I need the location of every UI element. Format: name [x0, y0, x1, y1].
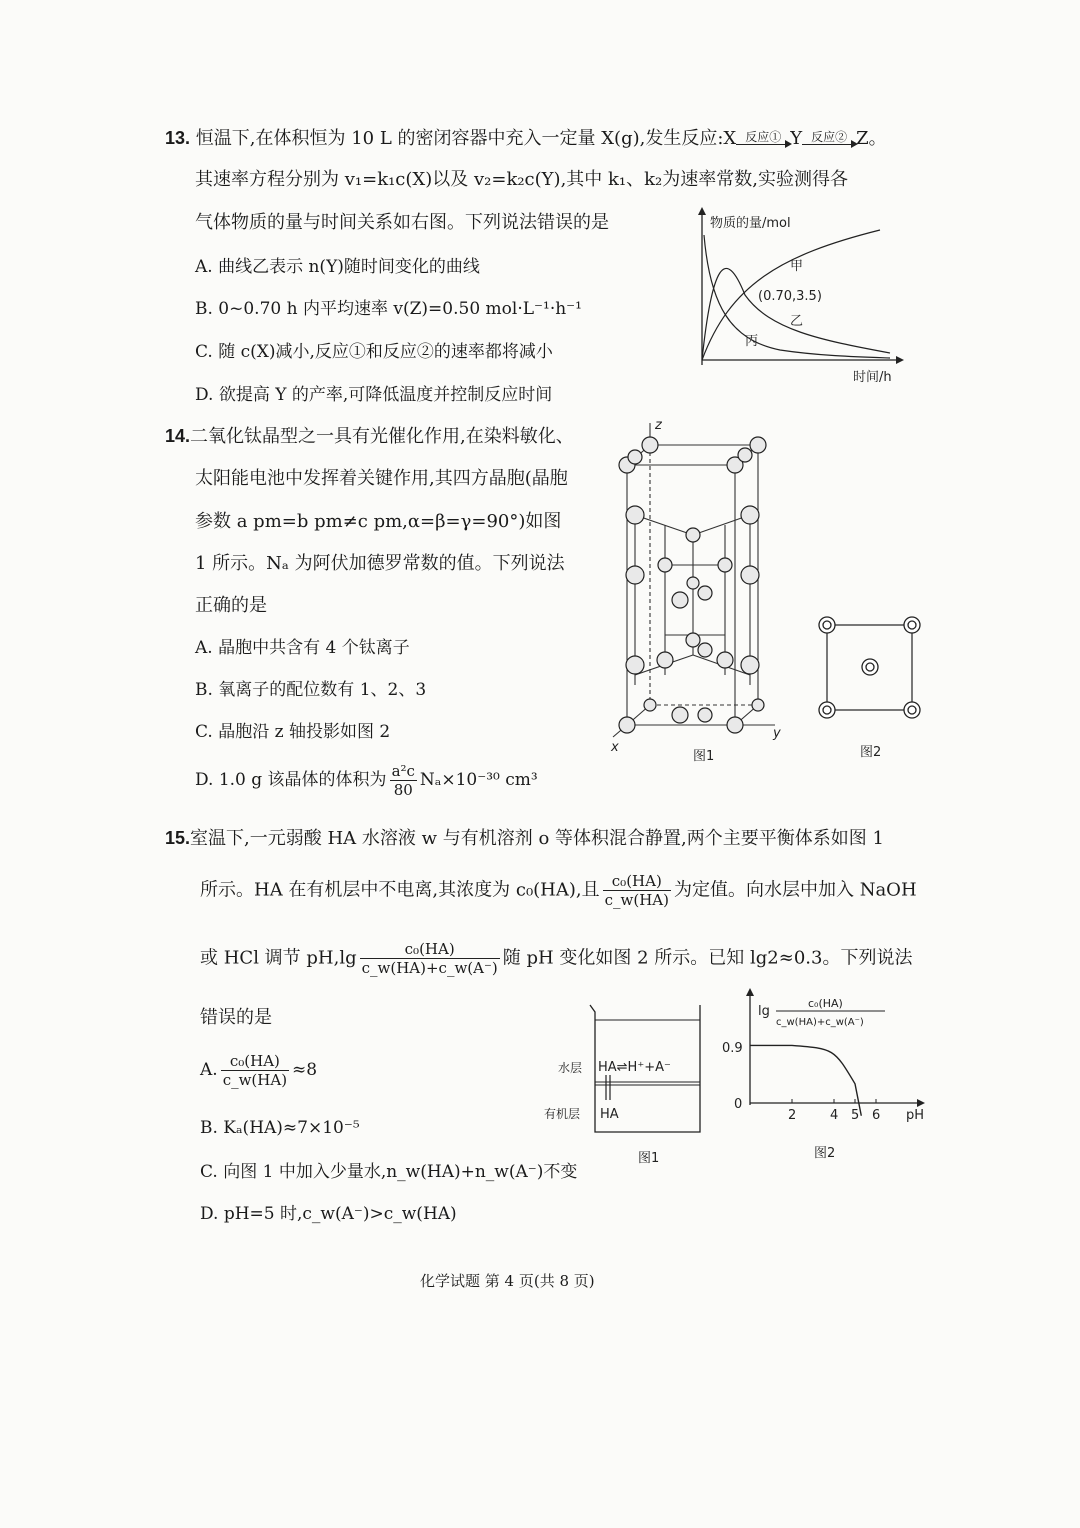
q13-line2: 其速率方程分别为 v₁=k₁c(X)以及 v₂=k₂c(Y),其中 k₁、k₂为速率常数,实验测得各	[195, 169, 848, 190]
page-footer: 化学试题 第 4 页(共 8 页)	[420, 1272, 595, 1290]
x-tick-label-5: 5	[851, 1108, 860, 1123]
axis-x: x	[611, 740, 619, 755]
ph-chart-caption: 图2	[814, 1146, 836, 1161]
q15-figure-2-ph-chart	[720, 985, 935, 1165]
y-axis-arrow	[698, 207, 706, 215]
q14-line1	[165, 424, 574, 449]
q15-number: 15.	[165, 828, 191, 848]
q15-option-d: D. pH=5 时,c_w(A⁻)>c_w(HA)	[200, 1204, 457, 1224]
point-label: (0.70,3.5)	[758, 289, 822, 304]
organic-layer-label: 有机层	[544, 1107, 581, 1121]
x-axis-label: pH	[906, 1108, 925, 1123]
q13-option-d: D. 欲提高 Y 的产率,可降低温度并控制反应时间	[195, 385, 553, 405]
q15-lg-fraction: $\frac{\text{c₀(HA)}}{c\_w(HA)+c\_w(A^-)}$	[361, 940, 498, 977]
q15-line2: 所示。HA 在有机层中不电离,其浓度为 c₀(HA),且 $\frac{\text{c₀(HA)}}{c\_w(HA)}$ 为定值。向水层中加入 NaOH	[200, 872, 917, 909]
y-axis-label: 物质的量/mol	[710, 216, 791, 231]
q15-figure-1-beaker	[540, 1000, 710, 1170]
q14-number: 14.	[165, 426, 191, 446]
q13-line1	[165, 126, 887, 151]
q14-text-1: 二氧化钛晶型之一具有光催化作用,在染料敏化、	[190, 426, 574, 447]
y-tick-0: 0	[734, 1097, 743, 1112]
axis-y: y	[773, 726, 781, 741]
x-axis-arrow	[896, 356, 904, 364]
q14-figure-2-projection	[810, 610, 930, 765]
beaker-caption: 图1	[638, 1151, 660, 1166]
y-axis-arrow	[746, 988, 754, 996]
x-tick-label-2: 2	[788, 1108, 797, 1123]
ph-curve	[750, 1045, 861, 1115]
q15-option-a: A. $\frac{\text{c₀(HA)}}{c\_w(HA)}$ ≈8	[200, 1052, 318, 1089]
reaction-arrow-1: 反应①	[736, 131, 790, 151]
q13-text-1: 恒温下,在体积恒为 10 L 的密闭容器中充入一定量 X(g),发生反应:X	[195, 128, 737, 149]
y-label-num: c₀(HA)	[808, 997, 843, 1010]
label-bing: 丙	[745, 334, 759, 349]
q13-option-b: B. 0~0.70 h 内平均速率 v(Z)=0.50 mol·L⁻¹·h⁻¹	[195, 299, 582, 319]
water-layer-label: 水层	[558, 1061, 583, 1075]
fig1-caption: 图1	[693, 749, 715, 764]
q15-text-1: 室温下,一元弱酸 HA 水溶液 w 与有机溶剂 o 等体积混合静置,两个主要平衡体系如图 1	[190, 828, 884, 849]
q14-figure-1-crystal-cell	[605, 415, 795, 765]
q14-line2: 太阳能电池中发挥着关键作用,其四方晶胞(晶胞	[195, 468, 568, 489]
q13-end: Z。	[856, 128, 887, 149]
q13-option-a: A. 曲线乙表示 n(Y)随时间变化的曲线	[195, 257, 480, 277]
water-equilibrium: HA⇌H⁺+A⁻	[598, 1060, 671, 1075]
q14-line5: 正确的是	[195, 595, 267, 616]
label-jia: 甲	[790, 259, 804, 274]
fig2-caption: 图2	[860, 745, 882, 760]
q13-number: 13.	[165, 128, 191, 148]
q14-option-d: D. 1.0 g 该晶体的体积为 $\frac{\text{a²c}}{80}$ Nₐ×10⁻³⁰ cm³	[195, 762, 538, 799]
y-tick-09: 0.9	[722, 1041, 743, 1056]
y-label-den: c_w(HA)+c_w(A⁻)	[776, 1017, 864, 1028]
q13-mid: Y	[790, 128, 803, 149]
x-tick-label-4: 4	[830, 1108, 839, 1123]
q15-line3: 或 HCl 调节 pH,lg $\frac{\text{c₀(HA)}}{c\_w(HA)+c\_w(A^-)}$ 随 pH 变化如图 2 所示。已知 lg2≈0.3。下列说法	[200, 940, 913, 977]
q15-option-c: C. 向图 1 中加入少量水,n_w(HA)+n_w(A⁻)不变	[200, 1162, 578, 1182]
q14-line3: 参数 a pm=b pm≠c pm,α=β=γ=90°)如图	[195, 511, 562, 532]
q13-option-c: C. 随 c(X)减小,反应①和反应②的速率都将减小	[195, 342, 553, 362]
organic-species: HA	[600, 1107, 619, 1122]
q15-ratio-fraction: $\frac{\text{c₀(HA)}}{c\_w(HA)}$	[604, 872, 669, 909]
q14-option-c: C. 晶胞沿 z 轴投影如图 2	[195, 722, 391, 742]
y-label-lg: lg	[758, 1004, 770, 1019]
reaction-arrow-2: 反应②	[802, 131, 856, 151]
q13-amount-time-chart	[690, 205, 920, 385]
x-axis-label: 时间/h	[853, 370, 892, 385]
q15-line1	[165, 826, 884, 851]
axis-z: z	[655, 418, 662, 433]
q14-d-fraction: $\frac{\text{a²c}}{80}$	[391, 762, 415, 799]
q14-line4: 1 所示。Nₐ 为阿伏加德罗常数的值。下列说法	[195, 553, 565, 574]
q13-line3: 气体物质的量与时间关系如右图。下列说法错误的是	[195, 212, 609, 233]
label-yi: 乙	[790, 314, 804, 329]
q15-line4: 错误的是	[200, 1007, 272, 1028]
x-tick-label-6: 6	[872, 1108, 881, 1123]
q14-option-a: A. 晶胞中共含有 4 个钛离子	[195, 638, 410, 658]
x-axis-arrow	[917, 1099, 925, 1107]
q15-option-b: B. Kₐ(HA)≈7×10⁻⁵	[200, 1118, 360, 1138]
q14-option-b: B. 氧离子的配位数有 1、2、3	[195, 680, 427, 700]
